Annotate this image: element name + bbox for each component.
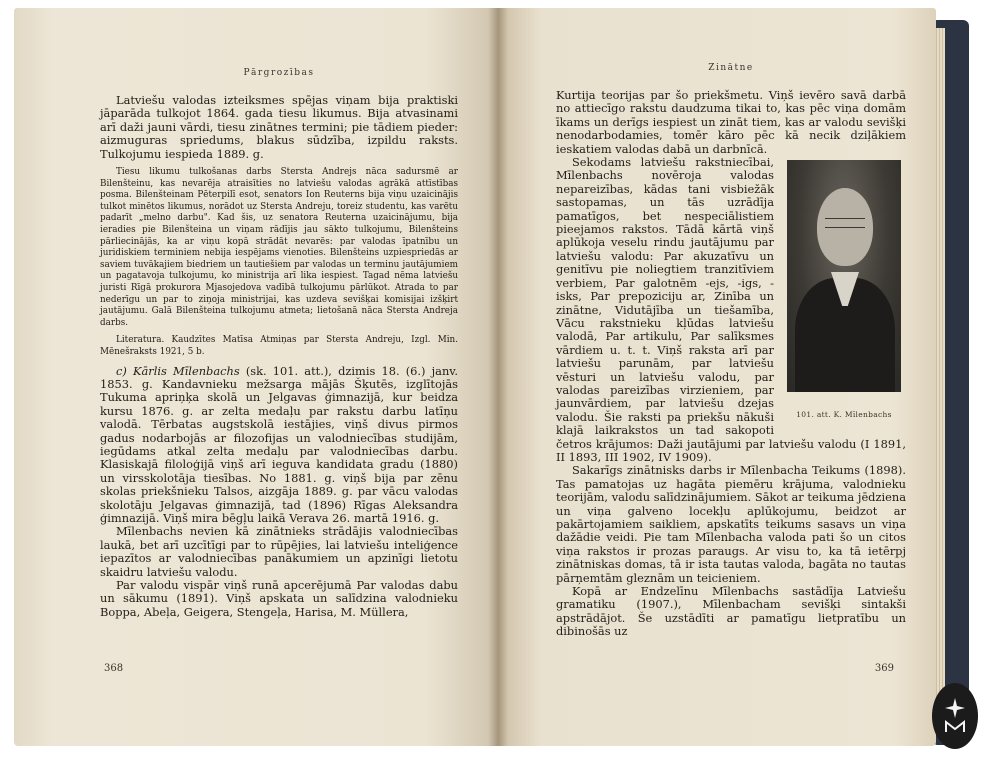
book-gutter <box>488 8 508 746</box>
left-paragraph-1: Latviešu valodas izteiksmes spējas viņam bija praktiski jāparāda tulkojot 1864. gada tiesu likumus. Bija atvasinami arī daži jauni vārdi, tiesu zinātnes termini; pie tādiem pieder: aizmuguras spriedums, blakus sūdzība, izpildu raksts. Tulkojumu iespieda 1889. g. <box>100 93 458 161</box>
right-page-number: 369 <box>874 663 894 674</box>
left-running-head: Pārgrozības <box>243 68 315 78</box>
left-paragraph-4: Par valodu vispār viņš runā apcerējumā Par valodas dabu un sākumu (1891). Viņš apskata un salīdzina valodnieku Boppa, Abeļa, Geigera, Stengeļa, Harisa, M. Müllera, <box>100 578 458 619</box>
right-paragraph-1: Kurtija teorijas par šo priekšmetu. Viņš ievēro savā darbā no attiecīgo rakstu daudzuma tikai to, kas pēc viņa domām īkams un derīgs iespiest un zināt tiem, kas ar valodu sevišķi nenodarbodamies, tomēr kāro pēc kā necik dziļākiem ieskatiem valodas dabā un darbnīcā. <box>556 88 906 156</box>
right-paragraph-3: Sakarīgs zinātnisks darbs ir Mīlenbacha Teikums (1898). Tas pamatojas uz hagāta piemēru krājuma, valodnieku teorijām, valodu salīdzinājumiem. Sākot ar teikuma jēdziena un viņa galveno locekļu aplūkojumu, beidzot ar pakārtojamiem saikliem, apskatīts teikums sasavs un viņa dažādie veidi. Pie tam Mīlenbacha valoda pati šo un citos viņa rakstos ir prozas paraugs. Ar visu to, ka tā ietērpj zinātniskas domas, tā ir ista tautas valoda, bagāta no tautas pārņemtām gleznām un teicieniem. <box>556 463 906 585</box>
sparkle-m-logo-icon <box>932 683 978 749</box>
figure <box>782 160 906 419</box>
left-page <box>14 8 498 746</box>
left-footnote-text: Tiesu likumu tulkošanas darbs Stersta Andrejs nāca sadursmē ar Bilenšteinu, kas nevarēja atraisīties no latviešu valodas agrākā attīstības posma. Bilenšteinam Pēterpilī esot, senators Ion Reuterns bija viņu uzaicinājis tulkot minētos likumus, norādot uz Stersta Andreju, toreiz studentu, kas varētu padarīt „melno darbu". Kad šis, uz senatora Reuterna uzaicinājumu, bija ieradies pie Bilenšteina un viņam rādījis jau sākto tulkojumu, Bilenšteins pārliecinājās, ka ar viņu kopā strādāt nevarēs: par valodas īpatnību un juridiskiem terminiem nebija iespējams vienoties. Bilenšteins uzpiespriedās ar saviem tuvākajiem biedriem un tautiešiem par valodas un terminu jautājumiem un pagatavoja tulkojumu, ko ministrija arī lika iespiest. Tagad nēma latviešu juristi Rīgā prokurora Mjasojedova vadībā tulkojumu pārlūkot. Atrada to par nederīgu un par to ziņoja ministrijai, kas uzdeva sevišķai komisijai izšķirt jautājumu. Galā Bilenšteina tulkojumu atmeta; lietošanā nāca Stersta Andreja darbs. <box>100 167 458 328</box>
right-paragraph-2: Sekodams latviešu rakstniecībai, Mīlenbachs novēroja valodas nepareizības, kādas tani visbiežāk sastopamas, un tās uzrādīja pamatīgos, bet nespeciālistiem pieejamos rakstos. Tādā kārtā viņš aplūkoja veselu rindu jautājumu par latviešu valodu: Par akuzatīvu un genitīvu pie noliegtiem tranzitīviem verbiem, Par galotnēm -ejs, -igs, -isks, Par prepoziciju ar, Zinība un zinātne, Vidutājība un tiešamība, Vācu rakstnieku kļūdas latviešu valodā, Par artikulu, Par salīksmes vārdiem u. t. t. Viņš raksta arī par latviešu parunām, par latviešu vēsturi un latviešu valodu, par valodas pareizības virzieniem, par jaunvārdiem, par latviešu dzejas valodu. Šie raksti pa priekšu nākuši klajā laikrakstos un tad sakopoti četros krājumos: Daži jautājumi par latviešu valodu (I 1891, II 1893, III 1902, IV 1909). <box>556 155 906 464</box>
right-running-head: Zinātne <box>708 63 754 73</box>
left-paragraph-2-text: (sk. 101. att.), dzimis 18. (6.) janv. 1853. g. Kandavnieku mežsarga mājās Šķutēs, izglītojās Tukuma apriņķa skolā un Jelgavas ģimnazijā, kur beidza kursu 1876. g. ar zelta medaļu par rakstu darbu latīņu valodā. Tērbatas augstskolā iestājies, viņš divus pirmos gadus nodarbojās ar filozofijas un valodniecības studijām, iegūdams atkal zelta medaļu par valodniecības darbu. Klasiskajā filoloģijā viņš arī ieguva kandidata gradu (1880) un virsskolotāja tiesības. No 1881. g. viņš bija par zēnu skolas priekšnieku Talsos, aizgāja 1889. g. par vācu valodas skolotāju Jelgavas ģimnazijā, tad (1896) Rīgas Aleksandra ģimnazijā. Viņš mira bēgļu laikā Verava 26. martā 1916. g. <box>100 363 458 525</box>
left-paragraph-3: Mīlenbachs nevien kā zinātnieks strādājis valodniecības laukā, bet arī uzcītīgi par to rūpējies, lai latviešu inteliģence iepazītos ar valodniecības panākumiem un apzinīgi lietotu skaidru latviešu valodu. <box>100 524 458 579</box>
left-literature-note: Literatura. Kaudzītes Matīsa Atmiņas par Stersta Andreju, Izgl. Min. Mēnešraksts 1921, 5 b. <box>100 335 458 357</box>
left-page-number: 368 <box>104 663 124 674</box>
portrait-photo <box>787 160 901 392</box>
right-page <box>498 8 936 746</box>
person-name: c) Kārlis Mīlenbachs <box>116 363 240 378</box>
figure-caption: 101. att. K. Mīlenbachs <box>796 410 892 420</box>
left-paragraph-2 <box>100 365 458 526</box>
right-paragraph-4: Kopā ar Endzelīnu Mīlenbachs sastādīja Latviešu gramatiku (1907.), Mīlenbacham sevišķi sintakši apstrādājot. Še uzstādīti ar pamatīgu lietpratību un dibinošās uz <box>556 584 906 639</box>
